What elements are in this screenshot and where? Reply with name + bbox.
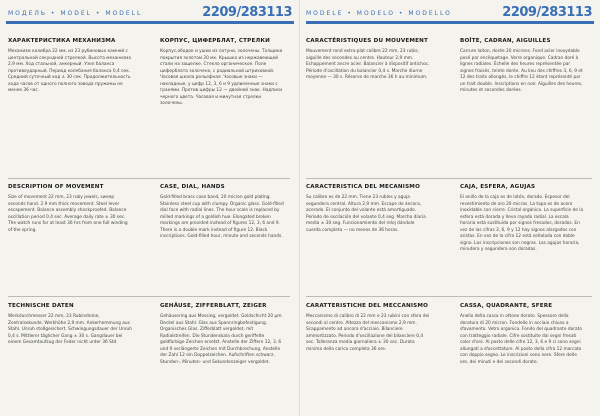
section-heading: ХАРАКТЕРИСТИКА МЕХАНИЗМА [8, 38, 116, 44]
section-russian-case [160, 38, 284, 108]
model-label: MODELE • MODELO • MODELLO [306, 10, 452, 17]
section-divider [306, 178, 592, 179]
section-divider [8, 178, 290, 179]
section-english-movement [8, 184, 132, 234]
section-spanish-case [460, 184, 584, 254]
model-label: МОДЕЛЬ • MODEL • MODELL [8, 10, 143, 17]
model-number: 2209/283113 [502, 5, 592, 20]
header-rule [306, 21, 594, 24]
left-header [0, 0, 300, 30]
section-text: Gold-filled brass case band, 20 micron gold plating. Stainless steel cup with clumpy. Organic glass. Gold-filled dial face with radial lines. The hour scale is replaced by milled markings of a goldish hue. Elongated broken markings are provided instead of figures 12, 3, 6 and 9. There is a double mark instead of figure 12. Black inscriptions. Gold-filled hour, minute and seconds hands. [160, 195, 284, 239]
right-page [300, 0, 600, 416]
section-italian-movement [306, 303, 430, 353]
section-heading: CARACTERISTICA DEL MECANISMO [306, 184, 421, 190]
section-russian-movement [8, 38, 132, 95]
section-text: El anillo de la caja es de latón, dorado. Espesor del revestimiento de oro 20 micras. La tapa es de acero inoxidable con cierre. Cristal orgánico. La superficie de la esfera está dorada y lleva rayado radial. La escala horaria está sustituida por signos fresados, dorados. En vez de las cifras 3, 6, 9 y 12 hay signos alargados con aristas. En vez de la cifra 12 está señalada con doble signo. Las inscripciones son negras. Las agujas horaria, minutera y segundera son doradas. [460, 195, 584, 252]
section-heading: TECHNISCHE DATEN [8, 303, 74, 309]
section-heading: CARACTÉRISTIQUES DU MOUVEMENT [306, 38, 429, 44]
section-heading: DESCRIPTION OF MOVEMENT [8, 184, 104, 190]
section-french-movement [306, 38, 430, 82]
header-rule [6, 21, 294, 24]
section-spanish-movement [306, 184, 430, 234]
section-text: Gehäusering aus Messing, vergoldet. Goldschicht 20 µm. Deckel aus Stahl. Glas aus Spannringbefestigung. Organisches Glas. Zifferblatt vergoldet, mit Radialstreifen. Die Stundenskala durch geriffelte goldfarbige Zeichen ersetzt. Anstelle der Ziffern 12, 3, 6 und 9 verlängerte Zeichen mit Durchbrechung. Anstelle der Zahl 12 ein Doppelzeichen. Aufschriften schwarz. Stunden-, Minuten- und Sekundenzeiger vergoldet. [160, 314, 283, 365]
section-text: Su calibre es de 22 mm. Tiene 23 rubíes y aguja segundera central. Altura 2,9 mm. Escape de áncora, acerado. El conjunto del volante está amortiguado. Período de oscilación del volante 0,4 seg. Marcha diaria media ± 30 seg. Funcionamiento del reloj dándole cuerda completa — no menos de 36 horas. [306, 195, 426, 233]
section-heading: КОРПУС, ЦИФЕРБЛАТ, СТРЕЛКИ [160, 38, 271, 44]
section-heading: CASE, DIAL, HANDS [160, 184, 225, 190]
section-heading: CASSA, QUADRANTE, SFERE [460, 303, 553, 309]
section-divider [8, 296, 290, 297]
section-italian-case [460, 303, 584, 366]
section-text: Werkdurchmesser 22 mm, 23 Rubinsteine, Zentralsekunde. Werkhöhe 2,9 mm. Ankerhemmung aus Stahl. Unruh stoßgesichert. Schwingungsdauer der Unruh 0,4 s. Mittlerer täglicher Gang ± 30 s. Gangdauer bei einem Gesamtaufzug der Feder nicht unter 36 Std. [8, 314, 132, 345]
section-divider [306, 296, 592, 297]
section-english-case [160, 184, 284, 241]
section-heading: GEHÄUSE, ZIFFERBLATT, ZEIGER [160, 303, 267, 309]
section-german-case [160, 303, 284, 366]
section-text: Size of movement 22 mm, 23 ruby jewels, sweep seconds hand. 2.9 mm thick movement. Steel lever escapement. Balance assembly shockproofed. Balance oscillation period 0.4 sec. Average daily rate ± 30 sec. The watch runs for at least 36 hrs from one full winding of the spring. [8, 195, 128, 233]
section-german-movement [8, 303, 132, 347]
section-heading: BOÎTE, CADRAN, AIGUILLES [460, 38, 551, 44]
section-text: Механизм калибра 22 мм, из 23 рубиновых камней с центральной секундной стрелкой. Высота механизма 2,9 мм. Ход стальной, анкерный. Узел баланса противоударный. Период колебания баланса 0,4 сек. Средний суточный ход ± 30 сек. Продолжительность хода часов от одного полного завода пружины не менее 36 час. [8, 49, 132, 93]
section-heading: CARATTERISTICHE DEL MECCANISMO [306, 303, 429, 309]
section-french-case [460, 38, 584, 95]
section-text: Anello della cassa in ottone dorato. Spessore della doratura di 20 micron. Fondello in acciaio chiuso a sfavamento. Vetro organico. Fondo del quadrante dorato con tratteggio radiale. Cifre sostituite dai segni fresati color d'oro. Al posto delle cifre 12, 3, 6 e 9 ci sono segni allungati a sfaccettature. Al posto della cifra 12 marcato con doppio segno. Le inscrizioni sono nere. Sfere delle ore, dei minuti e dei secondi dorate. [460, 314, 582, 365]
section-text: Корпус,ободок и ушки из латуни, золочены. Толщина покрытия золотом 20 мк. Крышка из нержавеющей стали на защелке. Стекло органическое. Поле циферблата золочено, с радиальной штриховкой. Часовая шкала рельефная. Часовые знаки — накладные, у цифр 12, 3, 6 и 9 удлиненные знаки с гранями. Против цифры 12 — двойной знак. Надписи черного цвета. Часовая и минутная стрелки золочены. [160, 49, 283, 106]
section-text: Meccanismo di calibro di 22 mm e 23 rubini con sfera dei secondi al centro. Altezza del meccanismo 2,9 mm. Scappamento ad ancora d'acciaio. Bilanciere ammortizzato. Periodo d'oscillazione del bilanciere 0,4 sec. Tolleranza media giornaliera ± 30 sec. Durata minima della carica completa 36 ore. [306, 314, 430, 352]
section-heading: CAJA, ESFERA, AGUJAS [460, 184, 536, 190]
model-number: 2209/283113 [202, 5, 292, 20]
section-text: Mouvement rond extra-plat calibre 22 mm, 23 rubis, aiguille des secondes au centre. Hauteur 2,9 mm. Echappement ancre acier. Balancier à dispositif antichoc. Période d'oscillation du balancier 0,4 s. Marche diurne moyenne — 30 s. Réserve de marche 36 h au minimum. [306, 49, 430, 80]
section-text: Carrure laiton, dorée 20 microns. Fond acier inoxydable posé par encliquetage. Verre organique. Cadran doré à lignes radiales. Échelle des heures représentée par signes fraisés, teinte dorée. Au lieu des chiffres 3, 6, 9 et 12 des traits allongés, le chiffre 12 étant représenté par un trait double. Inscriptions en noir. Aiguilles des heures, minutes et secondes dorées. [460, 49, 583, 93]
right-header [300, 0, 600, 30]
